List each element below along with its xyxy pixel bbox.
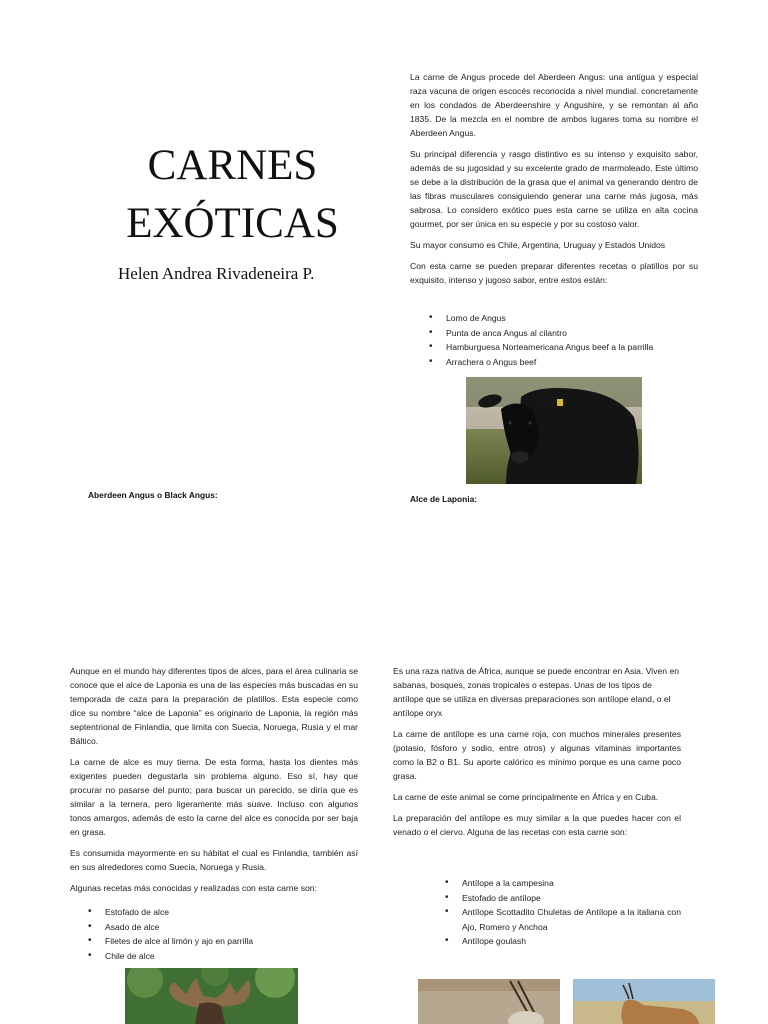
list-item: • Antílope a la campesina [445, 876, 681, 891]
antilope-paragraph: La carne de antílope es una carne roja, con muchos minerales presentes (potasio, fósforo y sodio, entre otros) y algunas vitaminas importantes como la B2 o B1. Su aporte calórico es mínimo porque es una carne poco grasa. [393, 729, 681, 781]
list-item: • Estofado de antílope [445, 891, 681, 906]
oryx-photo [418, 979, 560, 1024]
oryx-image [418, 979, 560, 1024]
alce-paragraph: Es consumida mayormente en su hábitat el cual es Finlandia, también así en sus alrededores como Suecia, Noruega y Rusia. [70, 848, 358, 872]
title-line-1: CARNES [147, 142, 318, 189]
cover-title [100, 137, 365, 253]
list-item: • Asado de alce [88, 920, 348, 935]
eland-image [573, 979, 715, 1024]
alce-paragraph: Algunas recetas más conocidas y realizadas con esta carne son: [70, 883, 317, 893]
list-item: • Antílope goulash [445, 934, 681, 949]
list-item: • Estofado de alce [88, 905, 348, 920]
antilope-paragraph: La carne de este animal se come principalmente en África y en Cuba. [393, 792, 659, 802]
list-item: • Punta de anca Angus al cilantro [429, 326, 709, 341]
alce-text [70, 664, 358, 902]
angus-text [410, 70, 698, 294]
angus-bull-photo [466, 377, 642, 484]
angus-section-label: Aberdeen Angus o Black Angus: [88, 490, 218, 500]
angus-paragraph: Con esta carne se pueden preparar diferentes recetas o platillos por su exquisito, intenso y jugoso sabor, entre estos están: [410, 261, 698, 285]
list-item: • Chile de alce [88, 949, 348, 964]
antilope-paragraph: La preparación del antílope es muy similar a la que puedes hacer con el venado o el ciervo. Alguna de las recetas con esta carne son: [393, 813, 681, 837]
black-bull-image [466, 377, 642, 484]
alce-paragraph: La carne de alce es muy tierna. De esta forma, hasta los dientes más exigentes pueden degustarla sin problema alguno. Eso sí, hay que procurar no pasarse del punto; para buscar un parecido, se diría que es similar a la ternera, pero ligeramente más suave. Incluso con algunos tonos amargos, además de esto la carne del alce es conocida por ser baja en grasa. [70, 757, 358, 837]
alce-section-label: Alce de Laponia: [410, 494, 478, 504]
antilope-paragraph: Es una raza nativa de África, aunque se puede encontrar en Asia. Viven en sabanas, bosques, zonas tropicales o estepas. Unas de los tipos de antílope que se utiliza en diversas preparaciones son antílope eland, o el antílope oryx [393, 666, 680, 718]
antilope-recipe-list [445, 876, 681, 949]
title-line-2: EXÓTICAS [126, 200, 339, 247]
alce-recipe-list [88, 905, 348, 963]
alce-paragraph: Aunque en el mundo hay diferentes tipos de alces, para el área culinaria se conoce que el alce de Laponia es una de las especies más buscadas en su temporada de caza para la preparación de platillos. Esta especie como dice su nombre “alce de Laponia” es originario de Laponia, la región más septentrional de Finlandia, que limita con Suecia, Noruega, Rusia y el mar Báltico. [70, 666, 358, 746]
angus-recipe-list [429, 311, 709, 369]
list-item: • Arrachera o Angus beef [429, 355, 709, 370]
list-item: • Hamburguesa Norteamericana Angus beef a la parrilla [429, 340, 709, 355]
author-name: Helen Andrea Rivadeneira P. [118, 264, 315, 283]
list-item: • Filetes de alce al limón y ajo en parrilla [88, 934, 348, 949]
angus-paragraph: La carne de Angus procede del Aberdeen Angus: una antigua y especial raza vacuna de origen escocés reconocida a nivel mundial. concretamente en los condados de Aberdeenshire y Angushire, y se remontan al año 1835. De la mezcla en el nombre de ambos lugares toma su nombre el Aberdeen Angus. [410, 72, 698, 138]
eland-photo [573, 979, 715, 1024]
moose-photo [125, 968, 298, 1024]
moose-image [125, 968, 298, 1024]
angus-paragraph: Su principal diferencia y rasgo distintivo es su intenso y exquisito sabor, además de su jugosidad y su excelente grado de marmoleado. Este último se debe a la distribución de la grasa que el animal va generando dentro de las fibras musculares consiguiendo generar una carne más jugosa, más sabrosa. Lo considero exótico pues esta carne se utiliza en alta cocina gourmet, por ser única en su especie y por su costoso valor. [410, 149, 698, 229]
list-item: • Lomo de Angus [429, 311, 709, 326]
list-item: • Antílope Scottadito Chuletas de Antílope a la italiana con Ajo, Romero y Anchoa [445, 905, 681, 934]
angus-paragraph: Su mayor consumo es Chile, Argentina, Uruguay y Estados Unidos [410, 240, 666, 250]
antilope-text [393, 664, 681, 846]
